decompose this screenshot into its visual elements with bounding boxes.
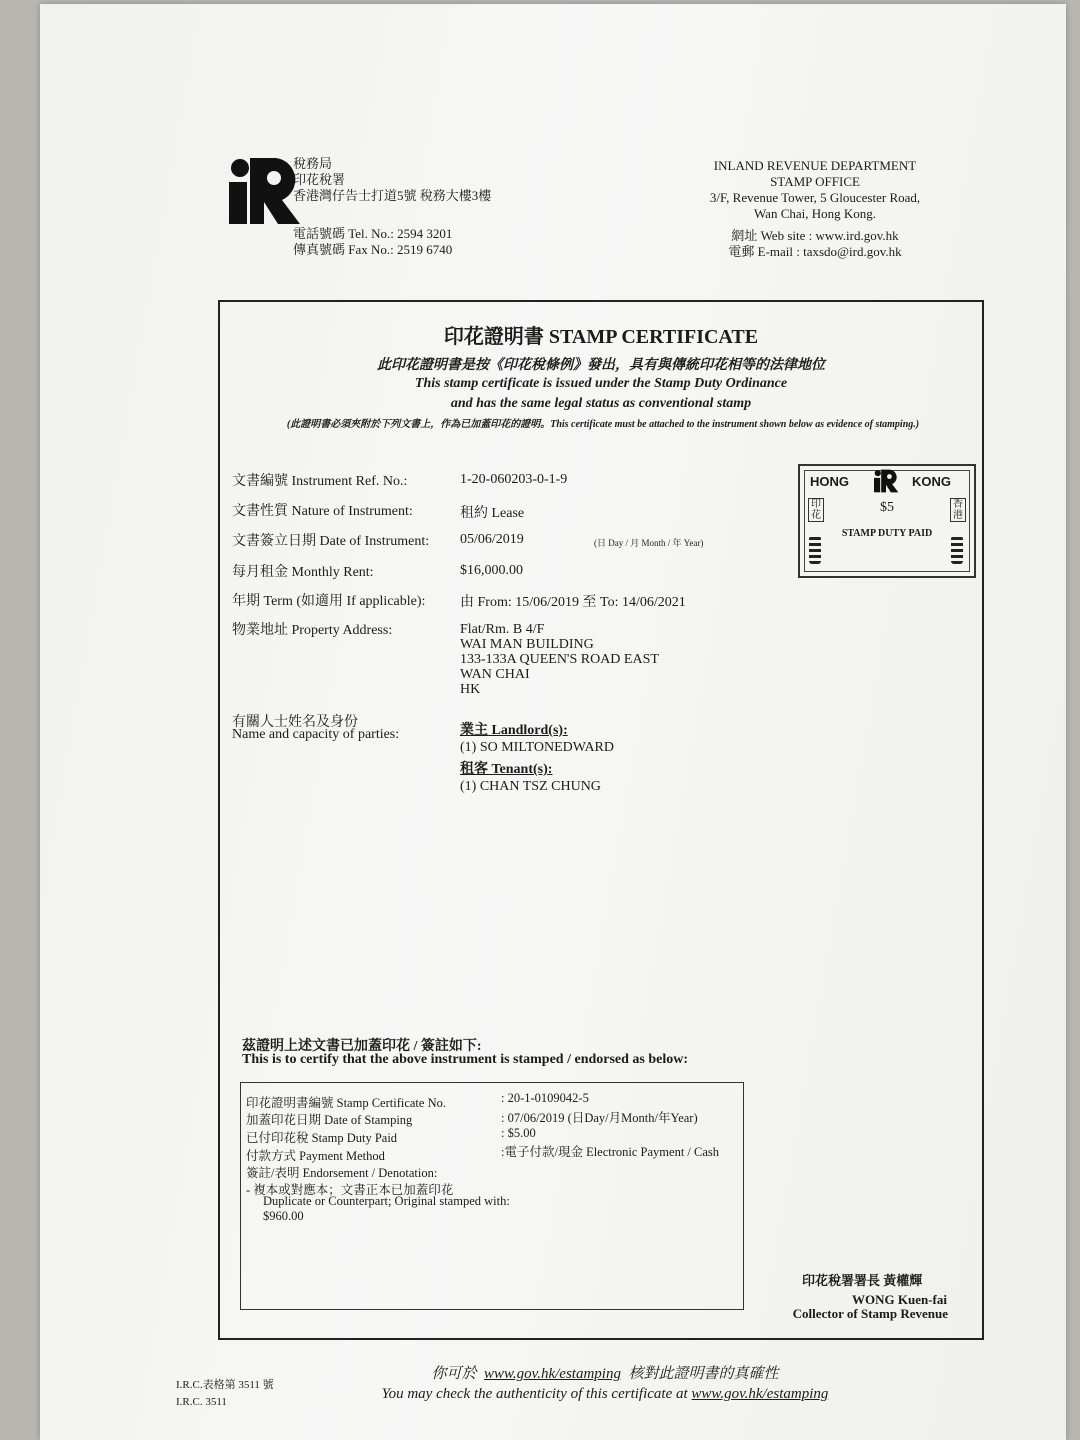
endorse-line1: - 複本或對應本；文書正本已加蓋印花 [246, 1183, 454, 1197]
certify-zh: 茲證明上述文書已加蓋印花 / 簽註如下: [242, 1039, 482, 1054]
ird-logo [226, 156, 302, 226]
stamp-date-label: 加蓋印花日期 Date of Stamping [246, 1113, 413, 1127]
rent-label: 每月租金 Monthly Rent: [232, 565, 374, 580]
parties-label-en: Name and capacity of parties: [232, 727, 400, 742]
address-line: HK [460, 682, 481, 697]
certify-en: This is to certify that the above instrument is stamped / endorsed as below: [242, 1052, 689, 1067]
verify-zh-post: 核對此證明書的真確性 [628, 1366, 779, 1382]
tenant-name: (1) CHAN TSZ CHUNG [460, 779, 601, 794]
subtitle-en-line2: and has the same legal status as conventional stamp [450, 396, 752, 411]
address-line: WAI MAN BUILDING [460, 637, 594, 652]
ref-value: 1-20-060203-0-1-9 [460, 472, 568, 487]
tel-number: 電話號碼 Tel. No.: 2594 3201 [293, 226, 453, 241]
duty-label: 已付印花稅 Stamp Duty Paid [246, 1131, 398, 1145]
address-zh: 香港灣仔告士打道5號 稅務大樓3樓 [293, 188, 492, 203]
date-label: 文書簽立日期 Date of Instrument: [232, 534, 430, 549]
verify-zh-pre: 你可於 [431, 1366, 477, 1382]
endorse-label: 簽註/表明 Endorsement / Denotation: [246, 1166, 438, 1180]
date-format-hint: (日 Day / 月 Month / 年 Year) [594, 538, 704, 548]
stamp-kong: KONG [912, 474, 951, 489]
collector-title-en: Collector of Stamp Revenue [792, 1306, 948, 1321]
certificate-frame [218, 300, 984, 1340]
form-number-en: I.R.C. 3511 [176, 1396, 227, 1408]
stamp-duty-seal [798, 464, 976, 578]
property-address [460, 622, 659, 697]
website: 網址 Web site : www.ird.gov.hk [731, 228, 899, 243]
office-name-en: STAMP OFFICE [770, 174, 860, 189]
address-line: Flat/Rm. B 4/F [460, 622, 545, 637]
cert-no-label: 印花證明書編號 Stamp Certificate No. [246, 1096, 446, 1110]
verify-link-en[interactable]: www.gov.hk/estamping [691, 1386, 829, 1402]
address-en-line1: 3/F, Revenue Tower, 5 Gloucester Road, [709, 190, 921, 205]
fax-number: 傳真號碼 Fax No.: 2519 6740 [293, 242, 453, 257]
verify-en [240, 1386, 970, 1403]
office-name-zh: 印花稅署 [293, 172, 346, 187]
verify-en-pre: You may check the authenticity of this certificate at [381, 1386, 688, 1402]
stamp-ornament [951, 536, 963, 564]
stamp-amount: $5 [880, 500, 894, 515]
endorse-line3: $960.00 [263, 1209, 304, 1223]
address-en-line2: Wan Chai, Hong Kong. [753, 206, 877, 221]
tenant-heading: 租客 Tenant(s): [460, 762, 553, 777]
rent-value: $16,000.00 [460, 563, 523, 578]
address-label: 物業地址 Property Address: [232, 623, 393, 638]
address-line: WAN CHAI [460, 667, 530, 682]
dept-name-en: INLAND REVENUE DEPARTMENT [713, 158, 917, 173]
verify-link[interactable]: www.gov.hk/estamping [484, 1366, 621, 1382]
date-value: 05/06/2019 [460, 532, 524, 547]
address-line: 133-133A QUEEN'S ROAD EAST [460, 652, 659, 667]
verify-zh [240, 1362, 970, 1383]
subtitle-zh: 此印花證明書是按《印花稅條例》發出，具有與傳統印花相等的法律地位 [377, 358, 825, 373]
parties-label-zh: 有關人士姓名及身份 [232, 715, 358, 730]
subtitle-en-line1: This stamp certificate is issued under the Stamp Duty Ordinance [414, 376, 788, 391]
stamp-ornament [809, 536, 821, 564]
stamping-details-box [240, 1082, 744, 1310]
cert-no-value: : 20-1-0109042-5 [501, 1091, 589, 1105]
certificate-page [40, 4, 1066, 1440]
landlord-name: (1) SO MILTONEDWARD [460, 740, 614, 755]
form-number-zh: I.R.C.表格第 3511 號 [176, 1379, 274, 1391]
stamp-text: STAMP DUTY PAID [841, 528, 933, 539]
collector-title-zh: 印花稅署署長 黃權輝 [802, 1273, 923, 1288]
term-value: 由 From: 15/06/2019 至 To: 14/06/2021 [460, 595, 686, 610]
stamp-hong: HONG [810, 474, 849, 489]
dept-name-zh: 稅務局 [293, 156, 333, 171]
email: 電郵 E-mail : taxsdo@ird.gov.hk [728, 244, 902, 259]
stamp-right-chars: 香港 [950, 498, 966, 522]
method-value: :電子付款/現金 Electronic Payment / Cash [501, 1145, 720, 1159]
stamp-left-chars: 印花 [808, 498, 824, 522]
duty-value: : $5.00 [501, 1126, 536, 1140]
endorse-line2: Duplicate or Counterpart; Original stamped with: [263, 1194, 510, 1208]
nature-label: 文書性質 Nature of Instrument: [232, 504, 413, 519]
certificate-title: 印花證明書 STAMP CERTIFICATE [443, 326, 759, 348]
collector-name: WONG Kuen-fai [852, 1292, 947, 1307]
method-label: 付款方式 Payment Method [246, 1149, 385, 1163]
stamp-date-value: : 07/06/2019 (日Day/月Month/年Year) [501, 1111, 698, 1125]
ref-label: 文書編號 Instrument Ref. No.: [232, 474, 408, 489]
attachment-note: (此證明書必須夾附於下列文書上，作為已加蓋印花的證明。This certificate must be attached to the instrument shown below as evidence of stamping.) [286, 419, 920, 430]
ird-logo-small [870, 469, 902, 493]
nature-value: 租約 Lease [460, 506, 525, 521]
landlord-heading: 業主 Landlord(s): [460, 723, 568, 738]
term-label: 年期 Term (如適用 If applicable): [232, 594, 426, 609]
